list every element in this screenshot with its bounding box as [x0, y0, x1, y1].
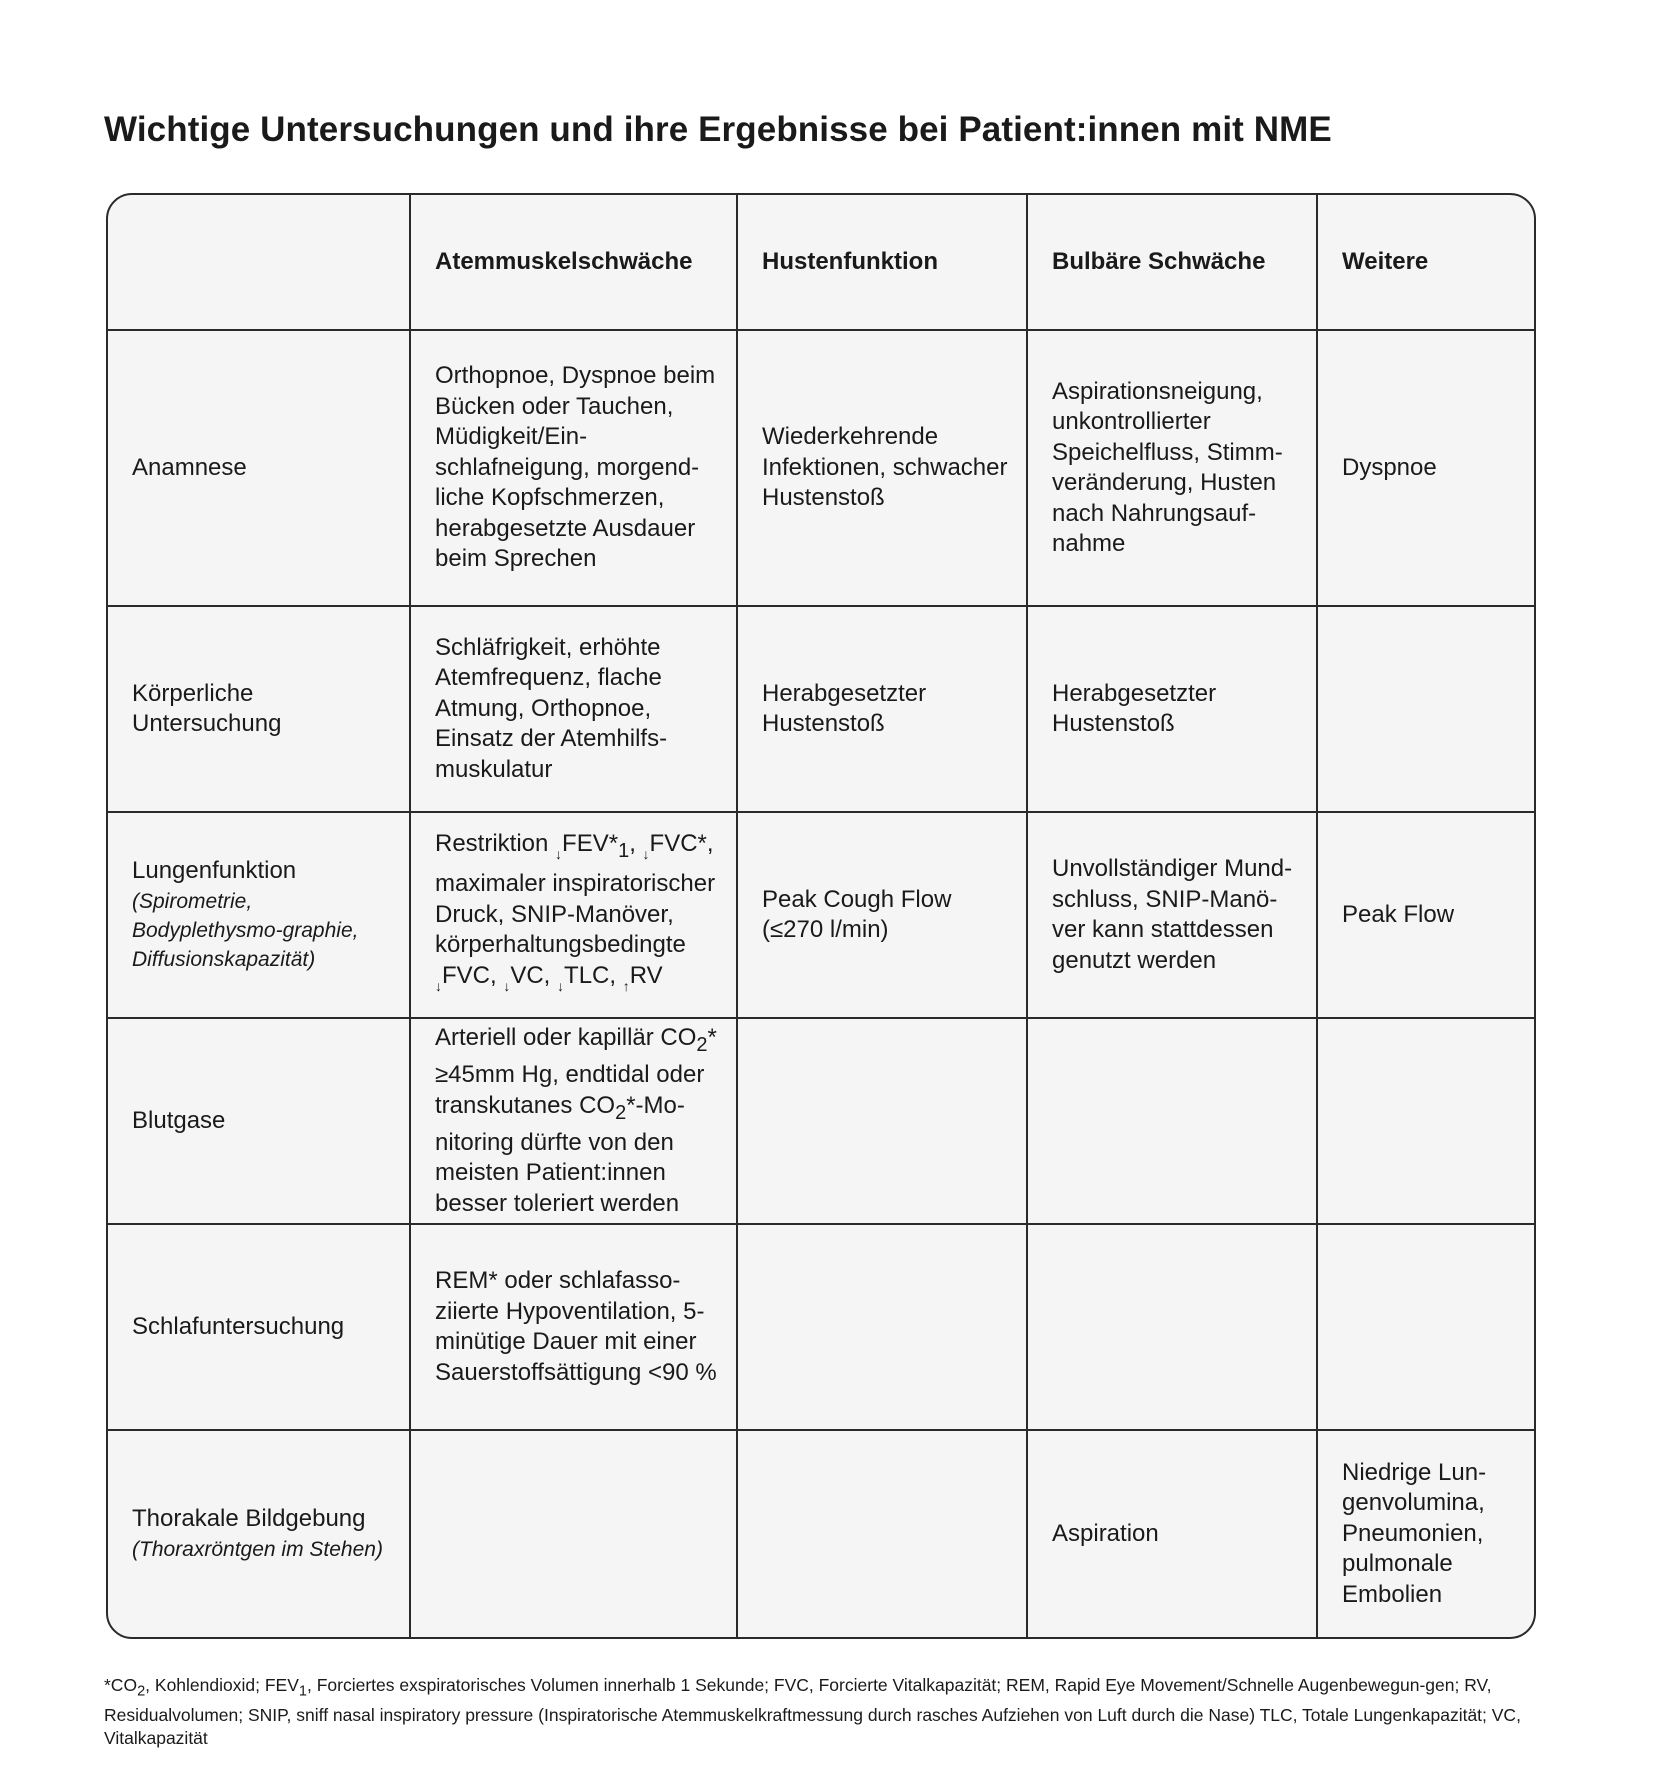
cell-text: *-Mo-nitoring dürfte von den meisten Patient:innen besser toleriert werden: [435, 1091, 685, 1217]
subscript: 2: [137, 1683, 146, 1700]
row-label-text: Körperliche Untersuchung: [132, 679, 282, 737]
table-cell: Wiederkehrende Infektionen, schwacher Hustenstoß: [738, 331, 1028, 607]
cell-text: FVC,: [442, 961, 497, 989]
table-row: [108, 331, 1534, 607]
arrow-up-icon: ↑: [622, 977, 630, 994]
table-cell: Herabgesetzter Hustenstoß: [1028, 607, 1318, 813]
row-label: [108, 331, 411, 607]
header-hustenfunktion: Hustenfunktion: [738, 195, 1028, 331]
table-cell: Schläfrigkeit, erhöhte Atemfrequenz, flache Atmung, Orthopnoe, Einsatz der Atemhilfs-muskulatur: [411, 607, 738, 813]
row-label-text: Lungenfunktion: [132, 857, 297, 885]
table-cell: Peak Flow: [1318, 813, 1534, 1019]
row-label-text: Anamnese: [132, 453, 247, 481]
table-cell: [738, 1225, 1028, 1431]
cell-text: Restriktion: [435, 829, 549, 857]
subscript: 2: [615, 1101, 627, 1124]
table-cell: Herabgesetzter Hustenstoß: [738, 607, 1028, 813]
table-row: [108, 1019, 1534, 1225]
subscript: 2: [696, 1033, 708, 1056]
cell-text: RV: [629, 961, 663, 989]
row-label-text: Thorakale Bildgebung: [132, 1505, 366, 1533]
row-label-subtitle: (Thoraxröntgen im Stehen): [132, 1537, 383, 1561]
table-cell: Peak Cough Flow (≤270 l/min): [738, 813, 1028, 1019]
table-cell: [1318, 1019, 1534, 1225]
table-cell: Restriktion $_↓FEV*_1$, $_↓$FVC*, maximaler inspiratorischer Druck, SNIP-Manöver, körperhaltungsbedingte $_↓$FVC, $_↓$VC, $_↓$TLC, $_↑$RV: [411, 813, 738, 1019]
table-cell: Aspiration: [1028, 1431, 1318, 1637]
header-empty: [108, 195, 411, 331]
page-title: Wichtige Untersuchungen und ihre Ergebnisse bei Patient:innen mit NME: [104, 110, 1332, 149]
table-cell: [411, 1019, 738, 1225]
cell-text: Arteriell oder kapillär CO: [435, 1023, 697, 1051]
cell-text: * ≥45mm Hg, endtidal oder transkutanes CO: [435, 1023, 717, 1119]
row-label: [108, 1225, 411, 1431]
table-cell: [1318, 607, 1534, 813]
arrow-down-icon: ↓: [435, 977, 442, 994]
footnote-text: , Forciertes exspiratorisches Volumen innerhalb 1 Sekunde; FVC, Forcierte Vitalkapazität; REM, Rapid Eye Movement/Schnelle Augenbewegun-gen; RV, Residualvolumen; SNIP, sniff nasal inspiratory pressure (Inspiratorische Atemmuskelkraftmessung durch rasches Aufziehen von Luft durch die Nase) TLC, Totale Lungenkapazität; VC, Vitalkapazität: [104, 1675, 1521, 1748]
row-label: [108, 1431, 411, 1637]
table-cell: [1028, 1225, 1318, 1431]
table-row: [108, 813, 1534, 1019]
table-row: [108, 607, 1534, 813]
table-cell: [1318, 1225, 1534, 1431]
table-cell: [411, 1431, 738, 1637]
table-cell: Niedrige Lun-genvolumina, Pneumonien, pulmonale Embolien: [1342, 1458, 1487, 1608]
table-row: [108, 1431, 1534, 1637]
table-cell: Unvollständiger Mund-schluss, SNIP-Manö-ver kann stattdessen genutzt werden: [1028, 813, 1318, 1019]
header-weitere: Weitere: [1318, 195, 1534, 331]
header-bulbaere-schwaeche: Bulbäre Schwäche: [1028, 195, 1318, 331]
table-cell: Aspirationsneigung, unkontrollierter Speichelfluss, Stimm-veränderung, Husten nach Nahrungsauf-nahme: [1028, 331, 1318, 607]
cell-text: TLC,: [564, 961, 617, 989]
examination-table: [106, 193, 1536, 1639]
row-label: [108, 607, 411, 813]
subscript: 1: [298, 1683, 307, 1700]
row-label: [108, 1019, 411, 1225]
footnote: [104, 1674, 1534, 1750]
table-row: [108, 1225, 1534, 1431]
arrow-down-icon: ↓: [642, 845, 650, 862]
table-cell: [738, 1431, 1028, 1637]
cell-text: maximaler inspiratorischer Druck, SNIP-Manöver, körperhaltungsbedingte: [435, 870, 716, 959]
arrow-down-icon: ↓: [555, 845, 563, 862]
row-label-text: Blutgase: [132, 1106, 226, 1134]
header-atemmuskelschwaeche: Atemmuskelschwäche: [411, 195, 738, 331]
arrow-down-icon: ↓: [557, 977, 565, 994]
cell-text: FVC*,: [649, 829, 714, 857]
row-label-subtitle: (Spirometrie, Bodyplethysmo-graphie, Diffusionskapazität): [132, 889, 359, 971]
subscript: 1: [618, 839, 630, 862]
table-header-row: [108, 195, 1534, 331]
row-label: [108, 813, 411, 1019]
arrow-down-icon: ↓: [503, 977, 511, 994]
table-cell: Dyspnoe: [1318, 331, 1534, 607]
footnote-text: *CO: [104, 1675, 138, 1695]
table-cell: REM* oder schlafasso-ziierte Hypoventilation, 5-minütige Dauer mit einer Sauerstoffsättigung <90 %: [411, 1225, 738, 1431]
table-cell: Orthopnoe, Dyspnoe beim Bücken oder Tauchen, Müdigkeit/Ein-schlafneigung, morgend-liche Kopfschmerzen, herabgesetzte Ausdauer beim Sprechen: [411, 331, 738, 607]
footnote-text: , Kohlendioxid; FEV: [145, 1675, 299, 1695]
table-cell: [1028, 1019, 1318, 1225]
row-label-text: Schlafuntersuchung: [132, 1312, 345, 1340]
cell-text: FEV*: [562, 829, 619, 857]
cell-text: VC,: [510, 961, 551, 989]
table-cell: [738, 1019, 1028, 1225]
